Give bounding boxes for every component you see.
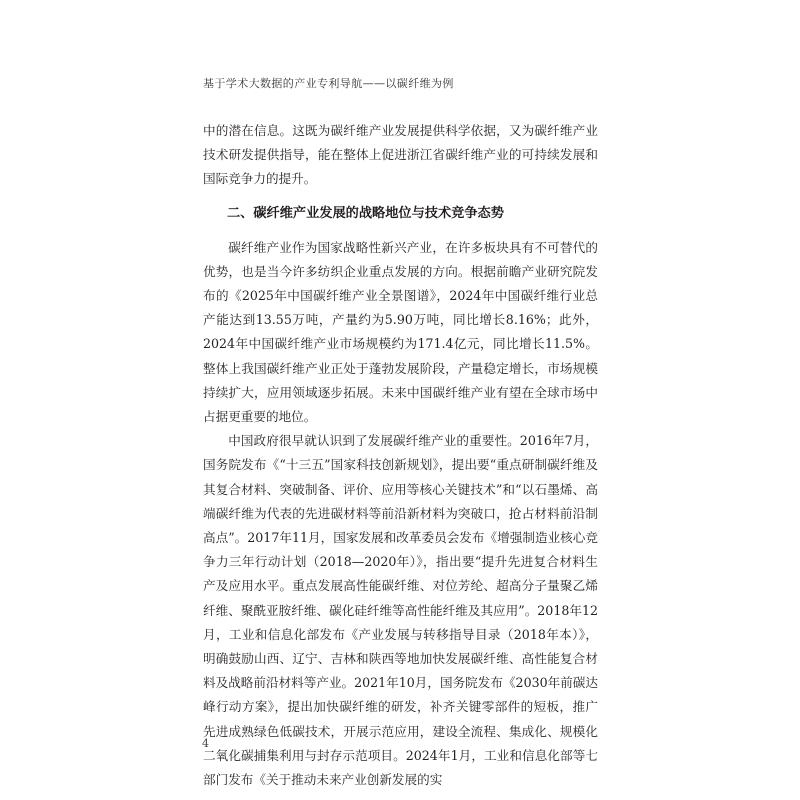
paragraph-continuation: 中的潜在信息。这既为碳纤维产业发展提供科学依据，又为碳纤维产业技术研发提供指导，能在整体上促进浙江省碳纤维产业的可持续发展和国际竞争力的提升。 bbox=[203, 123, 598, 187]
body-text bbox=[203, 119, 598, 792]
section-heading: 二、碳纤维产业发展的战略地位与技术竞争态势 bbox=[227, 205, 504, 221]
running-header: 基于学术大数据的产业专利导航——以碳纤维为例 bbox=[203, 77, 454, 90]
paragraph-market-overview: 碳纤维产业作为国家战略性新兴产业，在许多板块具有不可替代的优势，也是当今许多纺织企业重点发展的方向。根据前瞻产业研究院发布的《2025年中国碳纤维产业全景图谱》，2024年中国碳纤维行业总产能达到13.55万吨，产量约为5.90万吨，同比增长8.16%；此外，2024年中国碳纤维产业市场规模约为171.4亿元，同比增长11.5%。整体上我国碳纤维产业正处于蓬勃发展阶段，产量稳定增长，市场规模持续扩大，应用领域逐步拓展。未来中国碳纤维产业有望在全球市场中占据更重要的地位。 bbox=[203, 239, 598, 425]
page-number: 4 bbox=[202, 737, 209, 750]
paragraph-policy-history: 中国政府很早就认识到了发展碳纤维产业的重要性。2016年7月，国务院发布《“十三五”国家科技创新规划》，提出要“重点研制碳纤维及其复合材料、突破制备、评价、应用等核心关键技术”和“以石墨烯、高端碳纤维为代表的先进碳材料等前沿新材料为突破口，抢占材料前沿制高点”。2017年11月，国家发展和改革委员会发布《增强制造业核心竞争力三年行动计划（2018—2020年）》，指出要“提升先进复合材料生产及应用水平。重点发展高性能碳纤维、对位芳纶、超高分子量聚乙烯纤维、聚酰亚胺纤维、碳化硅纤维等高性能纤维及其应用”。2018年12月，工业和信息化部发布《产业发展与转移指导目录（2018年本）》，明确鼓励山西、辽宁、吉林和陕西等地加快发展碳纤维、高性能复合材料及战略前沿材料等产业。2021年10月，国务院发布《2030年前碳达峰行动方案》，提出加快碳纤维的研发，补齐关键零部件的短板，推广先进成熟绿色低碳技术，开展示范应用，建设全流程、集成化、规模化二氧化碳捕集利用与封存示范项目。2024年1月，工业和信息化部等七部门发布《关于推动未来产业创新发展的实 bbox=[203, 433, 598, 788]
